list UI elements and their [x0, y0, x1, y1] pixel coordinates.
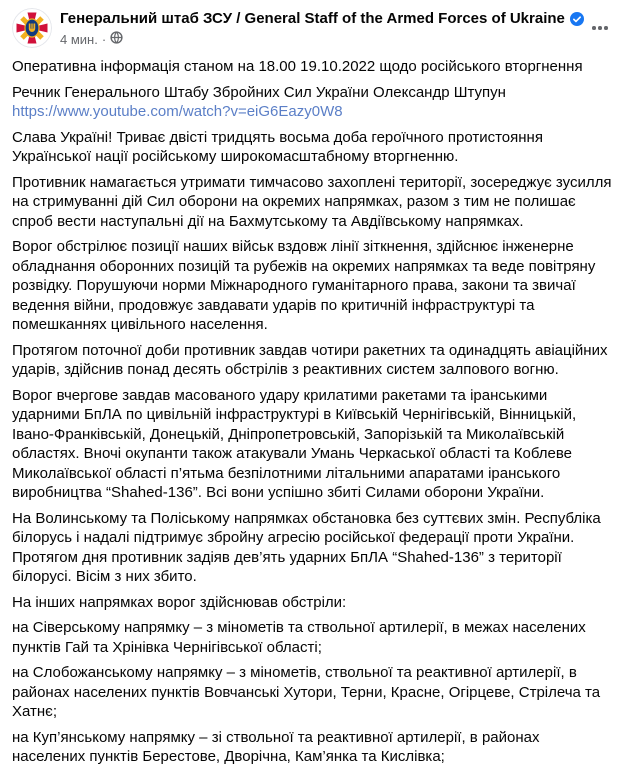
post-speaker-line — [12, 83, 616, 122]
youtube-link[interactable]: https://www.youtube.com/watch?v=eiG6Eazy0W8 — [12, 103, 343, 120]
header-info — [60, 8, 584, 48]
post-header — [0, 0, 628, 50]
ellipsis-icon — [592, 26, 596, 30]
ukraine-mod-emblem-icon — [12, 8, 52, 48]
post-paragraph: на Слобожанському напрямку – з мінометів, ствольної та реактивної артилерії, в районах населених пунктів Вовчанські Хутори, Терни, Красне, Огірцеве, Стрілеча та Хатнє; — [12, 664, 601, 720]
post-text — [0, 50, 628, 767]
post-meta — [60, 31, 584, 48]
post-paragraph: Слава Україні! Триває двісті тридцять восьма доба героїчного протистояння Української нації російському широкомасштабному вторгненню. — [12, 128, 543, 165]
speaker-text: Речник Генерального Штабу Збройних Сил України Олександр Штупун — [12, 83, 506, 101]
timestamp-link[interactable]: 4 мин. — [60, 31, 98, 47]
post-paragraph: на Сіверському напрямку – з мінометів та ствольної артилерії, в межах населених пунктів Гай та Хрінівка Чернігівської області; — [12, 619, 586, 656]
page-name-link[interactable]: Генеральний штаб ЗСУ / General Staff of the Armed Forces of Ukraine — [60, 10, 565, 27]
more-options-button[interactable] — [590, 20, 610, 36]
post-paragraph: На інших напрямках ворог здійснював обстріли: — [12, 593, 347, 611]
post-headline: Оперативна інформація станом на 18.00 19.10.2022 щодо російського вторгнення — [12, 58, 583, 75]
privacy-globe-icon — [110, 31, 123, 48]
post-paragraph: Противник намагається утримати тимчасово захоплені території, зосереджує зусилля на стримуванні дій Сил оборони на окремих напрямках, разом з тим не полишає спроб вести наступальні дії на Бахмутському та Авдіївському напрямках. — [12, 173, 612, 230]
verified-badge-icon — [570, 12, 584, 26]
page-avatar[interactable] — [12, 8, 52, 48]
post-paragraph: Ворог вчергове завдав масованого удару крилатими ракетами та іранськими ударними БпЛА по цивільній інфраструктурі в Київській Чернігівській, Вінницькій, Івано-Франківській, Донецькій, Дніпропетровській, Запорізькій та Миколаївській областях. Вночі окупанти також атакували Умань Черкаської області та Коблеве Миколаївської області п’ятьма безпілотними літальними апаратами іранського виробництва “Shahed-136”. Всі вони успішно збиті Силами оборони України. — [12, 386, 577, 501]
post-paragraph: Ворог обстрілює позиції наших військ вздовж лінії зіткнення, здійснює інженерне обладнання оборонних позицій та рубежів на окремих напрямках та веде повітряну розвідку. Порушуючи норми Міжнародного гуманітарного права, закони та звичаї ведення війни, продовжує завдавати ударів по критичній інфраструктурі та помешканнях цивільного населення. — [12, 238, 596, 333]
post-paragraph: Протягом поточної доби противник завдав чотири ракетних та одинадцять авіаційних ударів, здійснив понад десять обстрілів з реактивних систем залпового вогню. — [12, 341, 608, 378]
meta-separator: · — [101, 31, 107, 47]
post-paragraph: на Куп’янському напрямку – зі ствольної та реактивної артилерії, в районах населених пунктів Берестове, Дворічна, Кам’янка та Кислівка; — [12, 728, 540, 765]
post-paragraph: На Волинському та Поліському напрямках обстановка без суттєвих змін. Республіка білорусь і надалі підтримує збройну агресію російської федерації проти України. Протягом дня противник задіяв дев’ять ударних БпЛА “Shahed-136” з території білорусі. Вісім з них збито. — [12, 509, 601, 585]
